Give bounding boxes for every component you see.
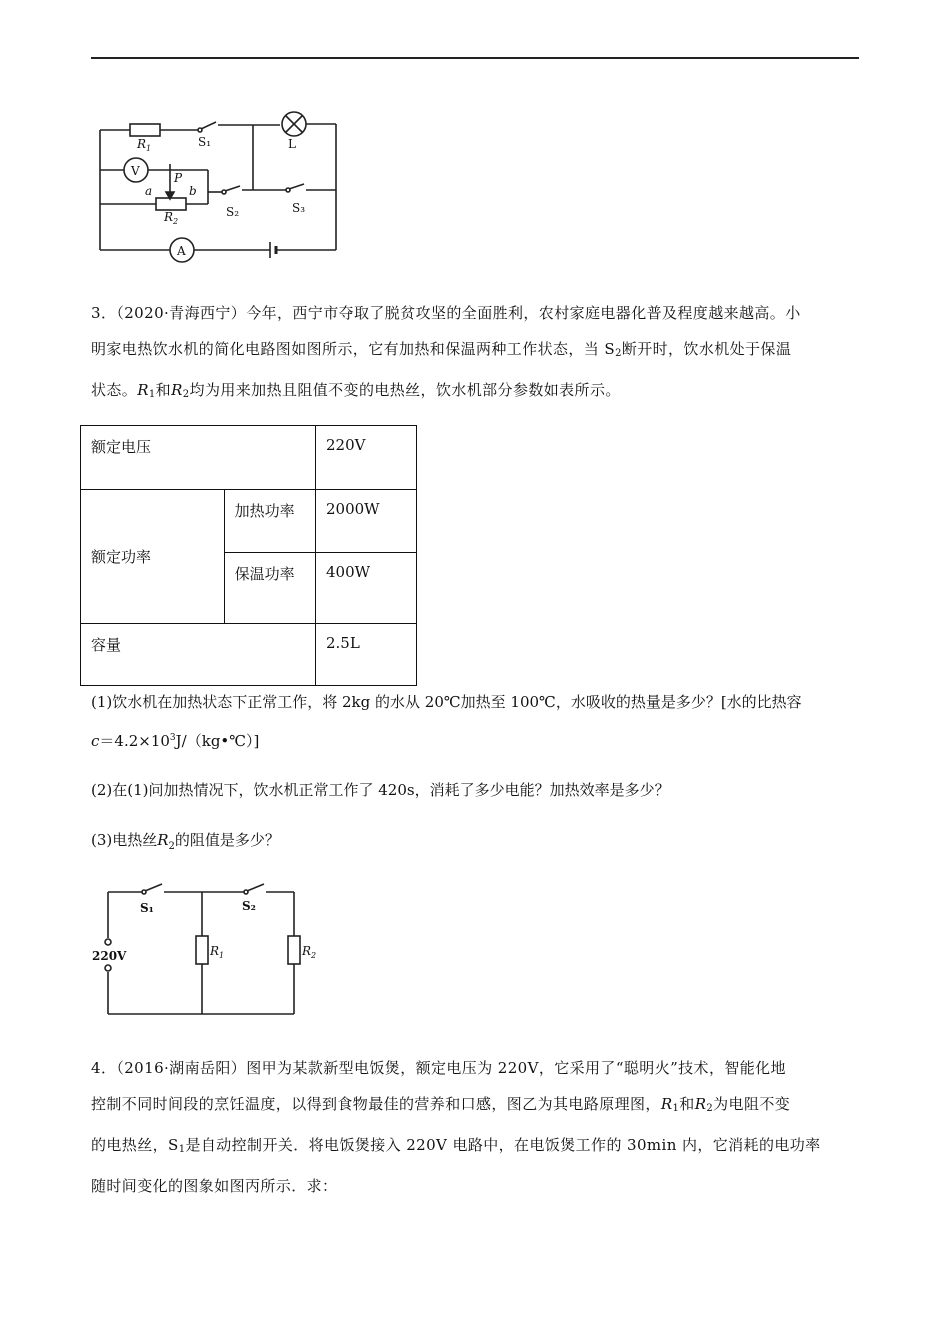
question-2: (2)在(1)问加热情况下，饮水机正常工作了 420s，消耗了多少电能？加热效率是多少？ bbox=[91, 781, 670, 799]
heating-power-label: 加热功率 bbox=[224, 490, 315, 553]
problem-4-text: 4．（2016·湖南岳阳）图甲为某款新型电饭煲，额定电压为 220V，它采用了“聪明火”技术，智能化地 控制不同时间段的烹饪温度，以得到食物最佳的营养和口感，图乙为其电路原理图，$R_1$和$R_2$为电阻不变 的电热丝，$S_1$是自动控制开关．将电饭煲接入 220V 电路中，在电饭煲工作的 30min 内，它消耗的电功率 随时间变化的图象如图丙所示．求： bbox=[91, 1059, 821, 1195]
label-s2: S₂ bbox=[242, 899, 256, 913]
question-1: (1)饮水机在加热状态下正常工作，将 2kg 的水从 20℃加热至 100℃，水吸收的热量是多少？[水的比热容 $c=4.2\times 10^3J/(kg•℃)$] bbox=[91, 693, 802, 750]
rheostat-r2 bbox=[156, 198, 186, 210]
keep-warm-power-label: 保温功率 bbox=[224, 553, 315, 624]
question-3: (3)电热丝$R_2$的阻值是多少？ bbox=[91, 831, 280, 852]
capacity-value: 2.5L bbox=[316, 624, 417, 686]
rated-voltage-value: 220V bbox=[316, 426, 417, 490]
page-top-rule bbox=[91, 57, 859, 59]
label-r2: $R_2$ bbox=[302, 944, 317, 960]
problem-source: （2016·湖南岳阳） bbox=[116, 1059, 247, 1077]
resistor-r1 bbox=[196, 936, 208, 964]
label-b: b bbox=[189, 184, 197, 198]
label-a: a bbox=[145, 184, 153, 198]
label-r1: $R_1$ bbox=[210, 944, 225, 960]
keep-warm-power-value: 400W bbox=[316, 553, 417, 624]
label-p: P bbox=[174, 171, 183, 185]
problem-source: （2020·青海西宁） bbox=[116, 304, 247, 322]
table-row bbox=[81, 490, 417, 553]
resistor-r2 bbox=[288, 936, 300, 964]
label-voltage: 220V bbox=[92, 949, 127, 963]
problem-number: 4． bbox=[91, 1059, 117, 1077]
spec-table bbox=[80, 425, 417, 686]
resistor-r1 bbox=[130, 124, 160, 136]
rated-power-label: 额定功率 bbox=[81, 490, 225, 624]
rated-voltage-label: 额定电压 bbox=[81, 426, 316, 490]
label-s2: S₂ bbox=[226, 205, 240, 219]
heating-power-value: 2000W bbox=[316, 490, 417, 553]
label-r1: $R_1$ bbox=[137, 137, 152, 153]
circuit-diagram-1 bbox=[90, 100, 350, 265]
table-row bbox=[81, 624, 417, 686]
label-r2: $R_2$ bbox=[164, 210, 179, 226]
label-s1: S₁ bbox=[140, 901, 154, 915]
capacity-label: 容量 bbox=[81, 624, 316, 686]
label-s1: S₁ bbox=[198, 135, 212, 149]
problem-3-text: 3．（2020·青海西宁）今年，西宁市夺取了脱贫攻坚的全面胜利，农村家庭电器化普及程度越来越高。小 明家电热饮水机的简化电路图如图所示，它有加热和保温两种工作状态，当 $S_2$断开时，饮水机处于保温 状态。$R_1$和$R_2$均为用来加热且阻值不变的电热丝，饮水机部分参数如表所示。 bbox=[91, 304, 801, 400]
label-voltmeter: V bbox=[131, 164, 140, 178]
label-s3: S₃ bbox=[292, 201, 306, 215]
label-lamp: L bbox=[288, 137, 296, 151]
problem-number: 3． bbox=[91, 304, 117, 322]
circuit-diagram-2 bbox=[92, 880, 332, 1020]
table-row bbox=[81, 426, 417, 490]
label-ammeter: A bbox=[177, 244, 186, 258]
